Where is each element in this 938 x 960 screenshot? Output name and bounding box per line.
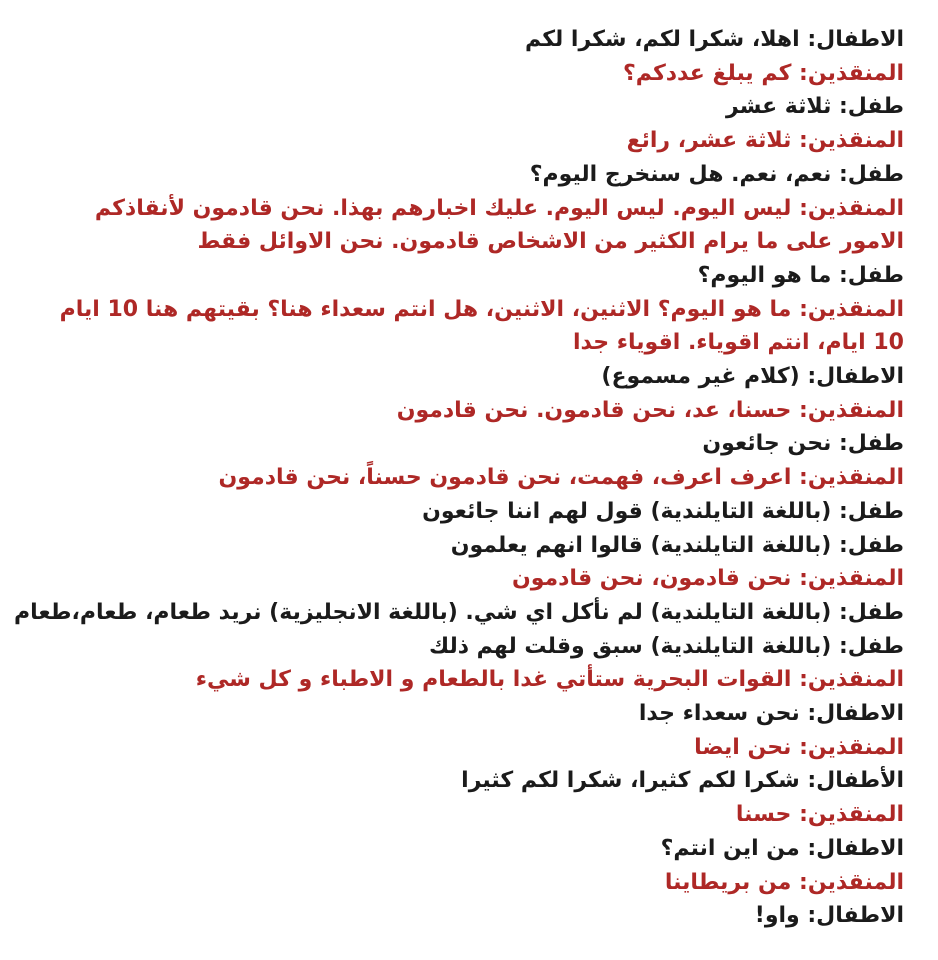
dialogue-line-child: طفل: ثلاثة عشر (726, 94, 904, 120)
dialogue-line-children: الأطفال: شكرا لكم كثيرا، شكرا لكم كثيرا (461, 768, 904, 794)
dialogue-line-rescuers-continued: 10 ايام، انتم اقوياء. اقوياء جدا (573, 330, 904, 356)
dialogue-line-child: طفل: نحن جائعون (702, 431, 904, 457)
dialogue-line-rescuers: المنقذين: ثلاثة عشر، رائع (626, 128, 904, 154)
dialogue-line-child: طفل: (باللغة التايلندية) لم نأكل اي شي. (باللغة الانجليزية) نريد طعام، طعام،طعام (14, 599, 904, 625)
dialogue-line-child: طفل: (باللغة التايلندية) قول لهم اننا جائعون (422, 498, 904, 524)
dialogue-line-children: الاطفال: اهلا، شكرا لكم، شكرا لكم (524, 27, 904, 52)
dialogue-line-child: طفل: (باللغة التايلندية) قالوا انهم يعلمون (450, 532, 904, 558)
dialogue-line-rescuers: المنقذين: القوات البحرية ستأتي غدا بالطعام و الاطباء و كل شيء (195, 667, 904, 693)
dialogue-line-rescuers: المنقذين: ما هو اليوم؟ الاثنين، الاثنين، هل انتم سعداء هنا؟ بقيتهم هنا 10 ايام (59, 296, 904, 322)
dialogue-line-children: الاطفال: نحن سعداء جدا (638, 701, 904, 727)
dialogue-line-child: طفل: (باللغة التايلندية) سبق وقلت لهم ذلك (428, 633, 904, 659)
dialogue-line-rescuers-continued: الامور على ما يرام الكثير من الاشخاص قادمون. نحن الاوائل فقط (197, 229, 904, 255)
dialogue-line-rescuers: المنقذين: حسنا، عد، نحن قادمون. نحن قادمون (396, 397, 904, 423)
dialogue-line-child: طفل: ما هو اليوم؟ (697, 262, 904, 288)
dialogue-line-rescuers: المنقذين: اعرف اعرف، فهمت، نحن قادمون حسناً، نحن قادمون (218, 465, 904, 491)
dialogue-line-rescuers: المنقذين: من بريطاينا (664, 869, 904, 895)
dialogue-line-children: الاطفال: من اين انتم؟ (660, 835, 904, 861)
dialogue-line-child: طفل: نعم، نعم. هل سنخرج اليوم؟ (529, 161, 904, 187)
dialogue-line-rescuers: المنقذين: كم يبلغ عددكم؟ (622, 60, 904, 86)
dialogue-line-rescuers: المنقذين: حسنا (735, 802, 904, 828)
dialogue-line-rescuers: المنقذين: نحن قادمون، نحن قادمون (511, 566, 904, 592)
dialogue-line-children: الاطفال: واو! (754, 903, 904, 929)
dialogue-line-rescuers: المنقذين: نحن ايضا (694, 734, 904, 760)
dialogue-line-children: الاطفال: (كلام غير مسموع) (601, 364, 904, 390)
dialogue-line-rescuers: المنقذين: ليس اليوم. ليس اليوم. عليك اخبارهم بهذا. نحن قادمون لأنقاذكم (94, 195, 904, 221)
